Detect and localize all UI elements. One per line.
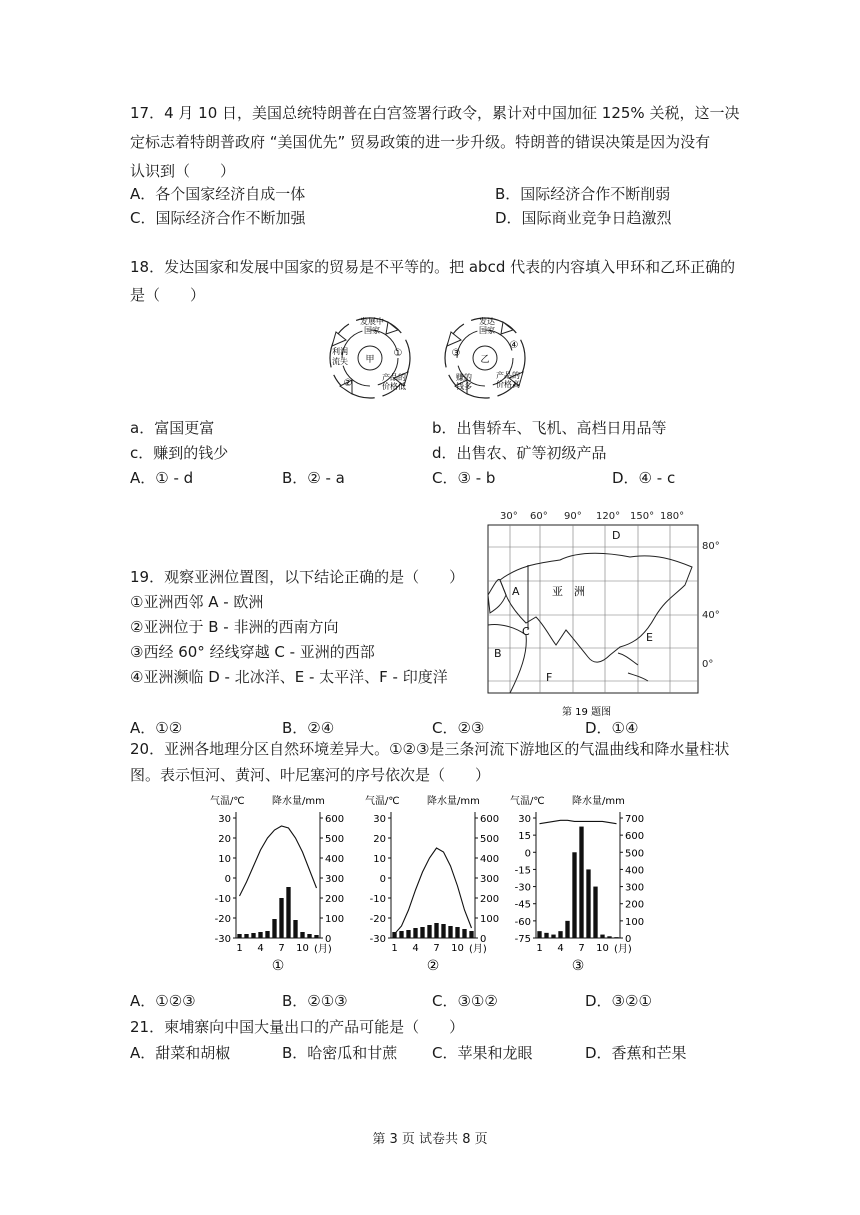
chart-1-prec-bar [279,898,283,938]
map-caption: 第 19 题图 [562,707,612,718]
q21-question: 21．柬埔寨向中国大量出口的产品可能是（ ） [130,1018,465,1036]
chart-1-prec-title: 降水量/mm [272,796,325,807]
chart-2-prec-bar [399,931,403,938]
chart-1-prec-tick: 400 [325,854,345,865]
ring-yi-center: 乙 [480,355,490,365]
q20-option-a: A．①②③ [130,992,196,1010]
map-lat-0: 0° [702,659,714,670]
chart-3-temp-tick: 30 [518,814,531,825]
ring-yi-bottom-left-2: 钱多 [456,382,472,391]
trade-cycle-diagrams [320,308,550,408]
q18-option-d: D．④ - c [612,469,676,487]
map-letter-f: F [546,671,553,684]
chart-1-month-tick: 1 [236,943,243,954]
chart-1-prec-bar [286,887,290,938]
chart-2-prec-tick: 200 [480,894,500,905]
chart-1-prec-tick: 500 [325,834,345,845]
q19-question: 19．观察亚洲位置图，以下结论正确的是（ ） [130,568,465,586]
ring-yi-num-4: ④ [509,340,519,351]
chart-2-prec-bar [469,931,473,938]
chart-1-month-tick: 7 [278,943,285,954]
q18-line-1: 18．发达国家和发展中国家的贸易是不平等的。把 abcd 代表的内容填入甲环和乙环正确的 [130,258,736,276]
chart-1-prec-tick: 100 [325,914,345,925]
chart-2-month-tick: 1 [391,943,398,954]
chart-2-prec-tick: 0 [480,934,487,945]
chart-3-prec-bar [614,937,618,938]
chart-2-prec-bar [427,925,431,938]
chart-1-temp-tick: 30 [218,814,231,825]
map-letter-e: E [646,631,653,644]
map-lon-150: 150° [630,511,655,522]
chart-1-prec-bar [272,919,276,938]
chart-2-prec-title: 降水量/mm [427,796,480,807]
q21-option-c: C．苹果和龙眼 [432,1044,533,1062]
chart-1-temp-tick: 0 [224,874,231,885]
chart-3-temp-tick: -45 [514,899,531,911]
chart-3-prec-tick: 600 [625,831,645,843]
q19-option-c: C．②③ [432,719,485,737]
chart-1-month-unit: (月) [314,944,332,955]
chart-1-prec-bar [293,920,297,938]
chart-1-month-tick: 4 [257,943,264,954]
chart-2-prec-bar [434,923,438,938]
map-lon-30: 30° [500,511,518,522]
map-lat-40: 40° [702,610,720,621]
chart-2-prec-bar [462,929,466,938]
chart-2-month-unit: (月) [469,944,487,955]
chart-3-prec-title: 降水量/mm [572,796,625,807]
chart-1-prec-tick: 300 [325,874,345,885]
chart-3-prec-tick: 0 [625,934,632,945]
chart-3-prec-bar [607,936,611,938]
q20-option-c: C．③①② [432,992,498,1010]
q19-option-b: B．②④ [282,719,335,737]
q18-item-b: b．出售轿车、飞机、高档日用品等 [432,419,667,437]
chart-1-prec-bar [258,932,262,938]
chart-3-temp-tick: -30 [514,882,531,894]
map-letter-d: D [612,529,621,542]
map-letter-b: B [494,647,502,660]
map-lon-120: 120° [596,511,621,522]
q20-option-d: D．③②① [585,992,652,1010]
chart-2-month-tick: 4 [412,943,419,954]
chart-3-prec-bar [537,931,541,938]
chart-2-prec-bar [448,926,452,938]
q17-option-c: C．国际经济合作不断加强 [130,209,306,227]
chart-3-month-tick: 7 [578,943,585,954]
map-letter-a: A [512,585,520,598]
chart-2-prec-bar [441,924,445,938]
q19-option-a: A．①② [130,719,183,737]
q19-statement-4: ④亚洲濒临 D - 北冰洋、E - 太平洋、F - 印度洋 [130,668,448,686]
chart-3-month-tick: 1 [536,943,543,954]
q17-option-b: B．国际经济合作不断削弱 [495,185,671,203]
chart-2-temp-tick: -20 [369,914,386,925]
q19-statement-2: ②亚洲位于 B - 非洲的西南方向 [130,618,339,636]
q19-statement-3: ③西经 60° 经线穿越 C - 亚洲的西部 [130,643,375,661]
chart-1-prec-bar [265,931,269,938]
chart-3-prec-bar [565,921,569,938]
q21-option-a: A．甜菜和胡椒 [130,1044,231,1062]
chart-3-prec-tick: 700 [625,814,645,825]
chart-2-prec-bar [406,930,410,938]
chart-2-prec-bar [455,927,459,938]
chart-1-month-tick: 10 [296,943,309,954]
q17-line-1: 17．4 月 10 日，美国总统特朗普在白宫签署行政令，累计对中国加征 125% 关税，这一决 [130,104,740,122]
chart-1-prec-bar [307,934,311,938]
chart-2-prec-bar [413,928,417,938]
chart-3-prec-bar [551,935,555,938]
climate-charts [200,790,660,980]
q18-line-2: 是（ ） [130,286,206,304]
chart-2-prec-tick: 600 [480,814,500,825]
ring-yi-top-2: 国家 [479,326,495,335]
chart-3-label: ③ [571,958,585,974]
page-footer: 第 3 页 试卷共 8 页 [372,1132,488,1147]
chart-3-prec-bar [586,869,590,938]
ring-yi-bottom-left-1: 赚的 [456,373,472,382]
q18-option-b: B．② - a [282,469,345,487]
chart-1-prec-bar [244,934,248,938]
chart-3-temp-tick: -75 [514,934,531,945]
ring-yi-num-3: ③ [451,348,461,359]
chart-2-prec-tick: 500 [480,834,500,845]
ring-yi-bottom-right-2: 价格高 [496,380,520,389]
ring-yi-bottom-right-1: 产品的 [496,371,520,380]
q17-option-a: A．各个国家经济自成一体 [130,185,306,203]
chart-3-month-tick: 10 [596,943,609,954]
chart-2-month-tick: 10 [451,943,464,954]
chart-2-temp-tick: 0 [379,874,386,885]
chart-2-temp-tick: 10 [373,854,386,865]
ring-jia-bottom-right-2: 价格低 [382,382,406,391]
map-lon-60: 60° [530,511,548,522]
chart-1-prec-bar [251,933,255,938]
chart-2-temp-tick: -10 [369,894,386,905]
chart-1-prec-tick: 600 [325,814,345,825]
chart-2-temp-tick: 30 [373,814,386,825]
chart-2-temp-curve [395,848,472,934]
map-lat-80: 80° [702,541,720,552]
q20-line-2: 图。表示恒河、黄河、叶尼塞河的序号依次是（ ） [130,766,491,784]
chart-2-month-tick: 7 [433,943,440,954]
chart-1-prec-bar [314,935,318,938]
q18-option-a: A．① - d [130,469,194,487]
ring-jia-left-1: 利润 [332,347,348,356]
q18-item-c: c．赚到的钱少 [130,444,229,462]
chart-2-temp-tick: -30 [369,934,386,945]
chart-1-temp-title: 气温/℃ [210,796,245,807]
asia-location-map [470,505,730,735]
chart-2-temp-title: 气温/℃ [365,796,400,807]
chart-1-label: ① [271,958,285,974]
chart-3-prec-tick: 400 [625,865,645,877]
chart-1-temp-curve [240,826,317,896]
chart-2-prec-tick: 100 [480,914,500,925]
chart-1-prec-tick: 200 [325,894,345,905]
chart-3-prec-bar [544,933,548,938]
chart-1-prec-bar [237,934,241,938]
chart-3-month-tick: 4 [557,943,564,954]
chart-3-prec-bar [593,887,597,938]
map-lon-90: 90° [564,511,582,522]
chart-2-temp-tick: 20 [373,834,386,845]
chart-1-temp-tick: 20 [218,834,231,845]
chart-2-prec-tick: 300 [480,874,500,885]
ring-jia-top-1: 发展中 [360,317,384,326]
chart-3-temp-tick: -60 [514,916,531,928]
ring-jia-center: 甲 [365,355,375,365]
chart-1-temp-tick: 10 [218,854,231,865]
chart-1-prec-tick: 0 [325,934,332,945]
chart-1-temp-tick: -30 [214,934,231,945]
chart-1-temp-tick: -10 [214,894,231,905]
chart-3-temp-curve [540,820,617,823]
ring-jia-left-2: 流失 [332,357,348,366]
q21-option-b: B．哈密瓜和甘蔗 [282,1044,398,1062]
ring-jia-num-1: ① [393,348,403,359]
q17-line-2: 定标志着特朗普政府 “美国优先” 贸易政策的进一步升级。特朗普的错误决策是因为没有 [130,133,711,151]
chart-2-prec-bar [420,927,424,938]
q18-option-c: C．③ - b [432,469,496,487]
ring-jia-bottom-right-1: 产品的 [382,373,406,382]
q18-item-d: d．出售农、矿等初级产品 [432,444,607,462]
q17-line-3: 认识到（ ） [130,162,236,180]
chart-3-prec-tick: 300 [625,882,645,894]
chart-3-temp-tick: 15 [518,831,531,843]
chart-3-prec-bar [572,852,576,938]
chart-1-temp-tick: -20 [214,914,231,925]
q19-statement-1: ①亚洲西邻 A - 欧洲 [130,593,264,611]
chart-3-temp-tick: -15 [514,865,531,877]
chart-2-prec-tick: 400 [480,854,500,865]
chart-3-prec-bar [579,827,583,938]
chart-3-prec-tick: 100 [625,916,645,928]
chart-3-prec-tick: 500 [625,848,645,860]
q17-option-d: D．国际商业竞争日趋激烈 [495,209,672,227]
ring-jia-top-2: 国家 [364,326,380,335]
chart-3-temp-tick: 0 [524,848,531,860]
ring-jia-num-2: ② [343,378,353,389]
map-letter-c: C [522,625,530,638]
chart-3-prec-tick: 200 [625,899,645,911]
chart-3-temp-title: 气温/℃ [510,796,545,807]
ring-yi-top-1: 发达 [479,317,495,326]
chart-3-month-unit: (月) [614,944,632,955]
q20-line-1: 20．亚洲各地理分区自然环境差异大。①②③是三条河流下游地区的气温曲线和降水量柱状 [130,740,730,758]
map-asia-label: 亚 洲 [552,585,585,598]
q19-option-d: D．①④ [585,719,639,737]
chart-2-label: ② [426,958,440,974]
q18-item-a: a．富国更富 [130,419,215,437]
chart-3-prec-bar [600,935,604,938]
chart-3-prec-bar [558,931,562,938]
q21-option-d: D．香蕉和芒果 [585,1044,687,1062]
map-lon-180: 180° [660,511,685,522]
q20-option-b: B．②①③ [282,992,348,1010]
chart-1-prec-bar [300,932,304,938]
